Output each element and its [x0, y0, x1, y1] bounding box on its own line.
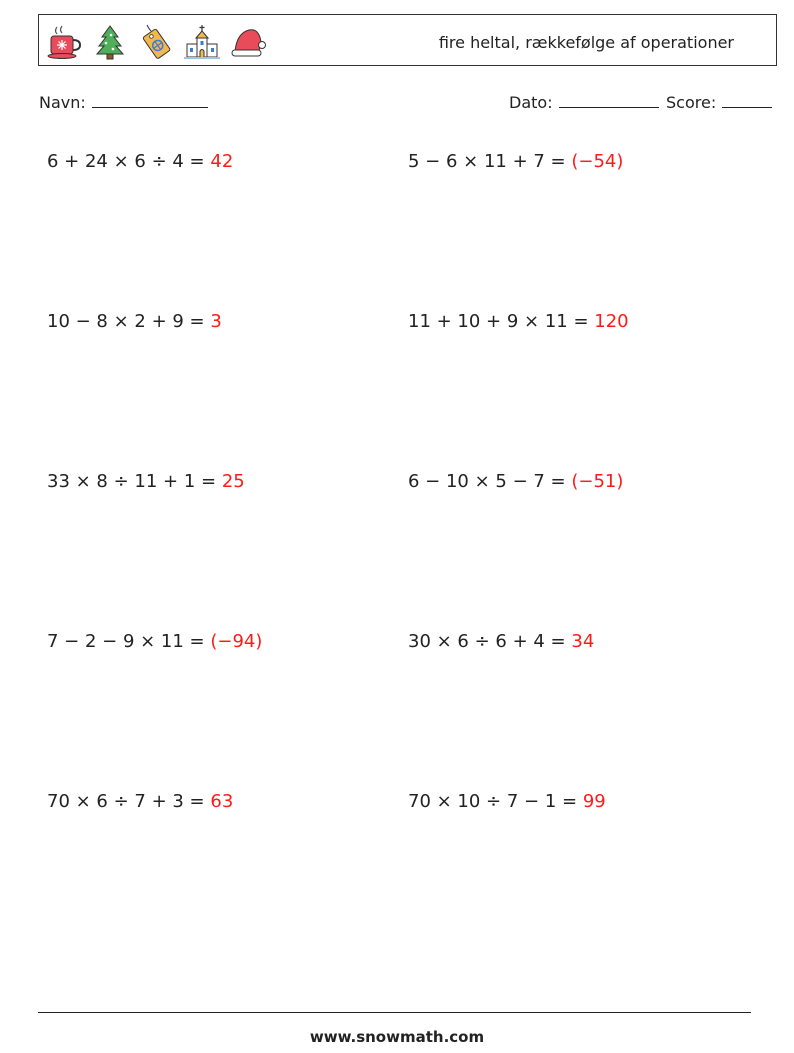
score-label: Score:: [666, 93, 717, 112]
gift-tag-icon: [137, 23, 175, 61]
problem-expression: 11 + 10 + 9 × 11 =: [408, 311, 595, 332]
church-icon: [183, 23, 221, 61]
date-label: Dato:: [509, 93, 553, 112]
problem-item: [47, 311, 222, 332]
score-blank-line[interactable]: [722, 93, 772, 108]
santa-hat-icon: [229, 23, 267, 61]
name-field: [39, 93, 208, 112]
problem-answer: (−94): [210, 631, 263, 652]
problem-answer: 63: [210, 791, 234, 812]
name-label: Navn:: [39, 93, 86, 112]
problem-answer: 25: [221, 471, 245, 492]
problem-item: [408, 791, 606, 812]
footer-divider: [38, 1012, 751, 1013]
hot-drink-mug-icon: [45, 23, 83, 61]
problem-expression: 6 + 24 × 6 ÷ 4 =: [47, 151, 211, 172]
problem-expression: 6 − 10 × 5 − 7 =: [408, 471, 572, 492]
problem-expression: 70 × 10 ÷ 7 − 1 =: [408, 791, 583, 812]
problem-expression: 7 − 2 − 9 × 11 =: [47, 631, 211, 652]
problem-expression: 33 × 8 ÷ 11 + 1 =: [47, 471, 222, 492]
problem-answer: 42: [210, 151, 234, 172]
problem-answer: (−54): [571, 151, 624, 172]
problem-item: [47, 791, 233, 812]
worksheet-title: fire heltal, rækkefølge af operationer: [438, 33, 734, 52]
problem-expression: 30 × 6 ÷ 6 + 4 =: [408, 631, 572, 652]
problem-item: [408, 151, 623, 172]
problem-expression: 5 − 6 × 11 + 7 =: [408, 151, 572, 172]
problem-answer: 34: [571, 631, 595, 652]
problem-item: [47, 631, 262, 652]
footer-url[interactable]: www.snowmath.com: [309, 1028, 485, 1046]
problem-answer: 3: [210, 311, 222, 332]
name-blank-line[interactable]: [92, 93, 208, 108]
problem-expression: 10 − 8 × 2 + 9 =: [47, 311, 211, 332]
worksheet-header: [38, 14, 777, 66]
problem-answer: (−51): [571, 471, 624, 492]
problem-expression: 70 × 6 ÷ 7 + 3 =: [47, 791, 211, 812]
christmas-tree-icon: [91, 23, 129, 61]
score-field: [666, 93, 772, 112]
problem-answer: 99: [582, 791, 606, 812]
problem-item: [408, 311, 629, 332]
problem-item: [47, 151, 233, 172]
problem-item: [47, 471, 245, 492]
problem-item: [408, 471, 623, 492]
header-icons: [45, 23, 267, 61]
date-blank-line[interactable]: [559, 93, 659, 108]
problem-answer: 120: [594, 311, 629, 332]
problem-item: [408, 631, 594, 652]
date-field: [509, 93, 659, 112]
